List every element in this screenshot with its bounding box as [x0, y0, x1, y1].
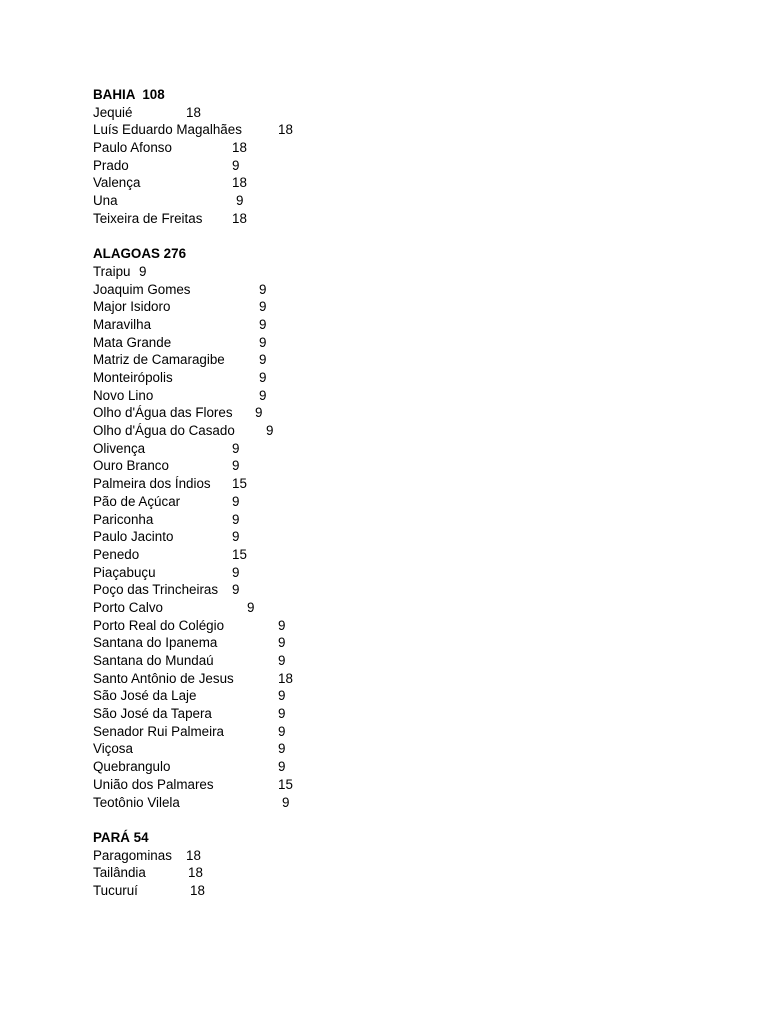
city-count: 18	[188, 865, 203, 881]
city-count: 9	[266, 423, 274, 439]
city-count: 9	[247, 599, 255, 615]
city-name: Olivença	[93, 440, 146, 456]
city-count: 9	[236, 193, 244, 209]
list-item	[93, 864, 693, 882]
list-item	[93, 581, 693, 599]
city-count: 9	[278, 741, 286, 757]
list-item	[93, 546, 693, 564]
list-item	[93, 847, 693, 865]
list-item	[93, 351, 693, 369]
city-count: 9	[232, 529, 240, 545]
city-name: Traipu	[93, 263, 131, 279]
list-item	[93, 369, 693, 387]
city-name: Valença	[93, 175, 141, 191]
section-header: ALAGOAS 276	[93, 246, 187, 262]
city-name: Pariconha	[93, 511, 154, 527]
city-count: 9	[232, 493, 240, 509]
city-name: São José da Tapera	[93, 706, 212, 722]
city-count: 9	[278, 617, 286, 633]
city-count: 18	[232, 175, 247, 191]
city-count: 9	[259, 387, 267, 403]
list-item	[93, 263, 693, 281]
city-count: 9	[282, 794, 290, 810]
list-item	[93, 334, 693, 352]
city-count: 9	[259, 316, 267, 332]
list-item	[93, 511, 693, 529]
city-name: Jequié	[93, 104, 133, 120]
city-name: Viçosa	[93, 741, 133, 757]
city-count: 9	[278, 723, 286, 739]
city-count: 18	[232, 140, 247, 156]
section-alagoas	[93, 245, 693, 811]
city-name: Teixeira de Freitas	[93, 210, 203, 226]
city-count: 15	[278, 776, 293, 792]
list-item	[93, 882, 693, 900]
city-count: 9	[232, 157, 240, 173]
list-item	[93, 192, 693, 210]
list-item	[93, 174, 693, 192]
list-item	[93, 210, 693, 228]
city-count: 18	[278, 670, 293, 686]
list-item	[93, 528, 693, 546]
list-item	[93, 740, 693, 758]
city-name: Senador Rui Palmeira	[93, 723, 224, 739]
city-count: 9	[259, 370, 267, 385]
list-item	[93, 475, 693, 493]
city-name: Palmeira dos Índios	[93, 476, 211, 492]
section-bahia	[93, 86, 693, 228]
city-count: 18	[190, 882, 205, 898]
city-count: 9	[139, 263, 147, 279]
list-item	[93, 404, 693, 422]
city-count: 9	[255, 405, 263, 421]
list-item	[93, 794, 693, 812]
list-item	[93, 776, 693, 794]
city-name: Mata Grande	[93, 334, 172, 350]
list-item	[93, 687, 693, 705]
city-name: Ouro Branco	[93, 458, 169, 474]
list-item	[93, 387, 693, 405]
city-count: 18	[232, 210, 247, 226]
city-name: Quebrangulo	[93, 759, 171, 775]
document-body	[93, 86, 693, 900]
city-count: 18	[278, 122, 293, 138]
list-item	[93, 121, 693, 139]
city-count: 9	[278, 635, 286, 651]
city-name: Paulo Afonso	[93, 140, 172, 156]
list-item	[93, 599, 693, 617]
section-header: PARÁ 54	[93, 829, 149, 845]
list-item	[93, 316, 693, 334]
city-name: Porto Calvo	[93, 599, 163, 615]
city-name: Penedo	[93, 546, 140, 562]
section-para	[93, 829, 693, 900]
city-name: Una	[93, 193, 118, 209]
list-item	[93, 281, 693, 299]
list-item	[93, 634, 693, 652]
city-name: Novo Lino	[93, 387, 154, 403]
city-name: Maravilha	[93, 316, 152, 332]
city-name: Olho d'Água do Casado	[93, 423, 235, 439]
city-name: União dos Palmares	[93, 776, 214, 792]
city-name: Paulo Jacinto	[93, 529, 174, 545]
city-count: 9	[259, 281, 267, 297]
list-item	[93, 298, 693, 316]
section-header: BAHIA 108	[93, 87, 165, 102]
city-name: Paragominas	[93, 847, 172, 863]
list-item	[93, 422, 693, 440]
list-item	[93, 723, 693, 741]
city-count: 9	[232, 440, 240, 456]
city-name: São José da Laje	[93, 688, 197, 704]
city-name: Major Isidoro	[93, 299, 171, 315]
list-item	[93, 758, 693, 776]
city-name: Olho d'Água das Flores	[93, 405, 233, 421]
city-count: 9	[232, 458, 240, 474]
city-name: Matriz de Camaragibe	[93, 352, 225, 368]
city-count: 18	[186, 847, 201, 863]
list-item	[93, 440, 693, 458]
city-name: Piaçabuçu	[93, 564, 156, 580]
city-name: Tucuruí	[93, 882, 138, 898]
city-count: 9	[232, 511, 240, 527]
city-name: Luís Eduardo Magalhães	[93, 122, 242, 138]
list-item	[93, 139, 693, 157]
city-count: 9	[259, 299, 267, 315]
list-item	[93, 564, 693, 582]
city-name: Teotônio Vilela	[93, 794, 180, 810]
city-name: Joaquim Gomes	[93, 281, 191, 297]
city-name: Porto Real do Colégio	[93, 617, 225, 633]
city-count: 15	[232, 476, 247, 492]
city-count: 9	[278, 688, 286, 704]
city-name: Prado	[93, 157, 129, 173]
city-name: Santo Antônio de Jesus	[93, 670, 234, 686]
city-count: 15	[232, 546, 247, 562]
city-count: 9	[232, 582, 240, 598]
list-item	[93, 670, 693, 688]
list-item	[93, 493, 693, 511]
city-count: 9	[278, 706, 286, 722]
city-name: Santana do Mundaú	[93, 653, 214, 668]
list-item	[93, 617, 693, 635]
city-count: 9	[259, 334, 267, 350]
city-count: 9	[259, 352, 267, 368]
city-name: Monteirópolis	[93, 370, 173, 385]
city-count: 9	[278, 653, 286, 668]
list-item	[93, 104, 693, 122]
list-item	[93, 652, 693, 670]
list-item	[93, 157, 693, 175]
city-name: Santana do Ipanema	[93, 635, 218, 651]
city-name: Poço das Trincheiras	[93, 582, 219, 598]
list-item	[93, 457, 693, 475]
city-count: 9	[232, 564, 240, 580]
city-name: Tailândia	[93, 865, 146, 881]
city-count: 9	[278, 759, 286, 775]
list-item	[93, 705, 693, 723]
city-name: Pão de Açúcar	[93, 493, 181, 509]
city-count: 18	[186, 104, 201, 120]
